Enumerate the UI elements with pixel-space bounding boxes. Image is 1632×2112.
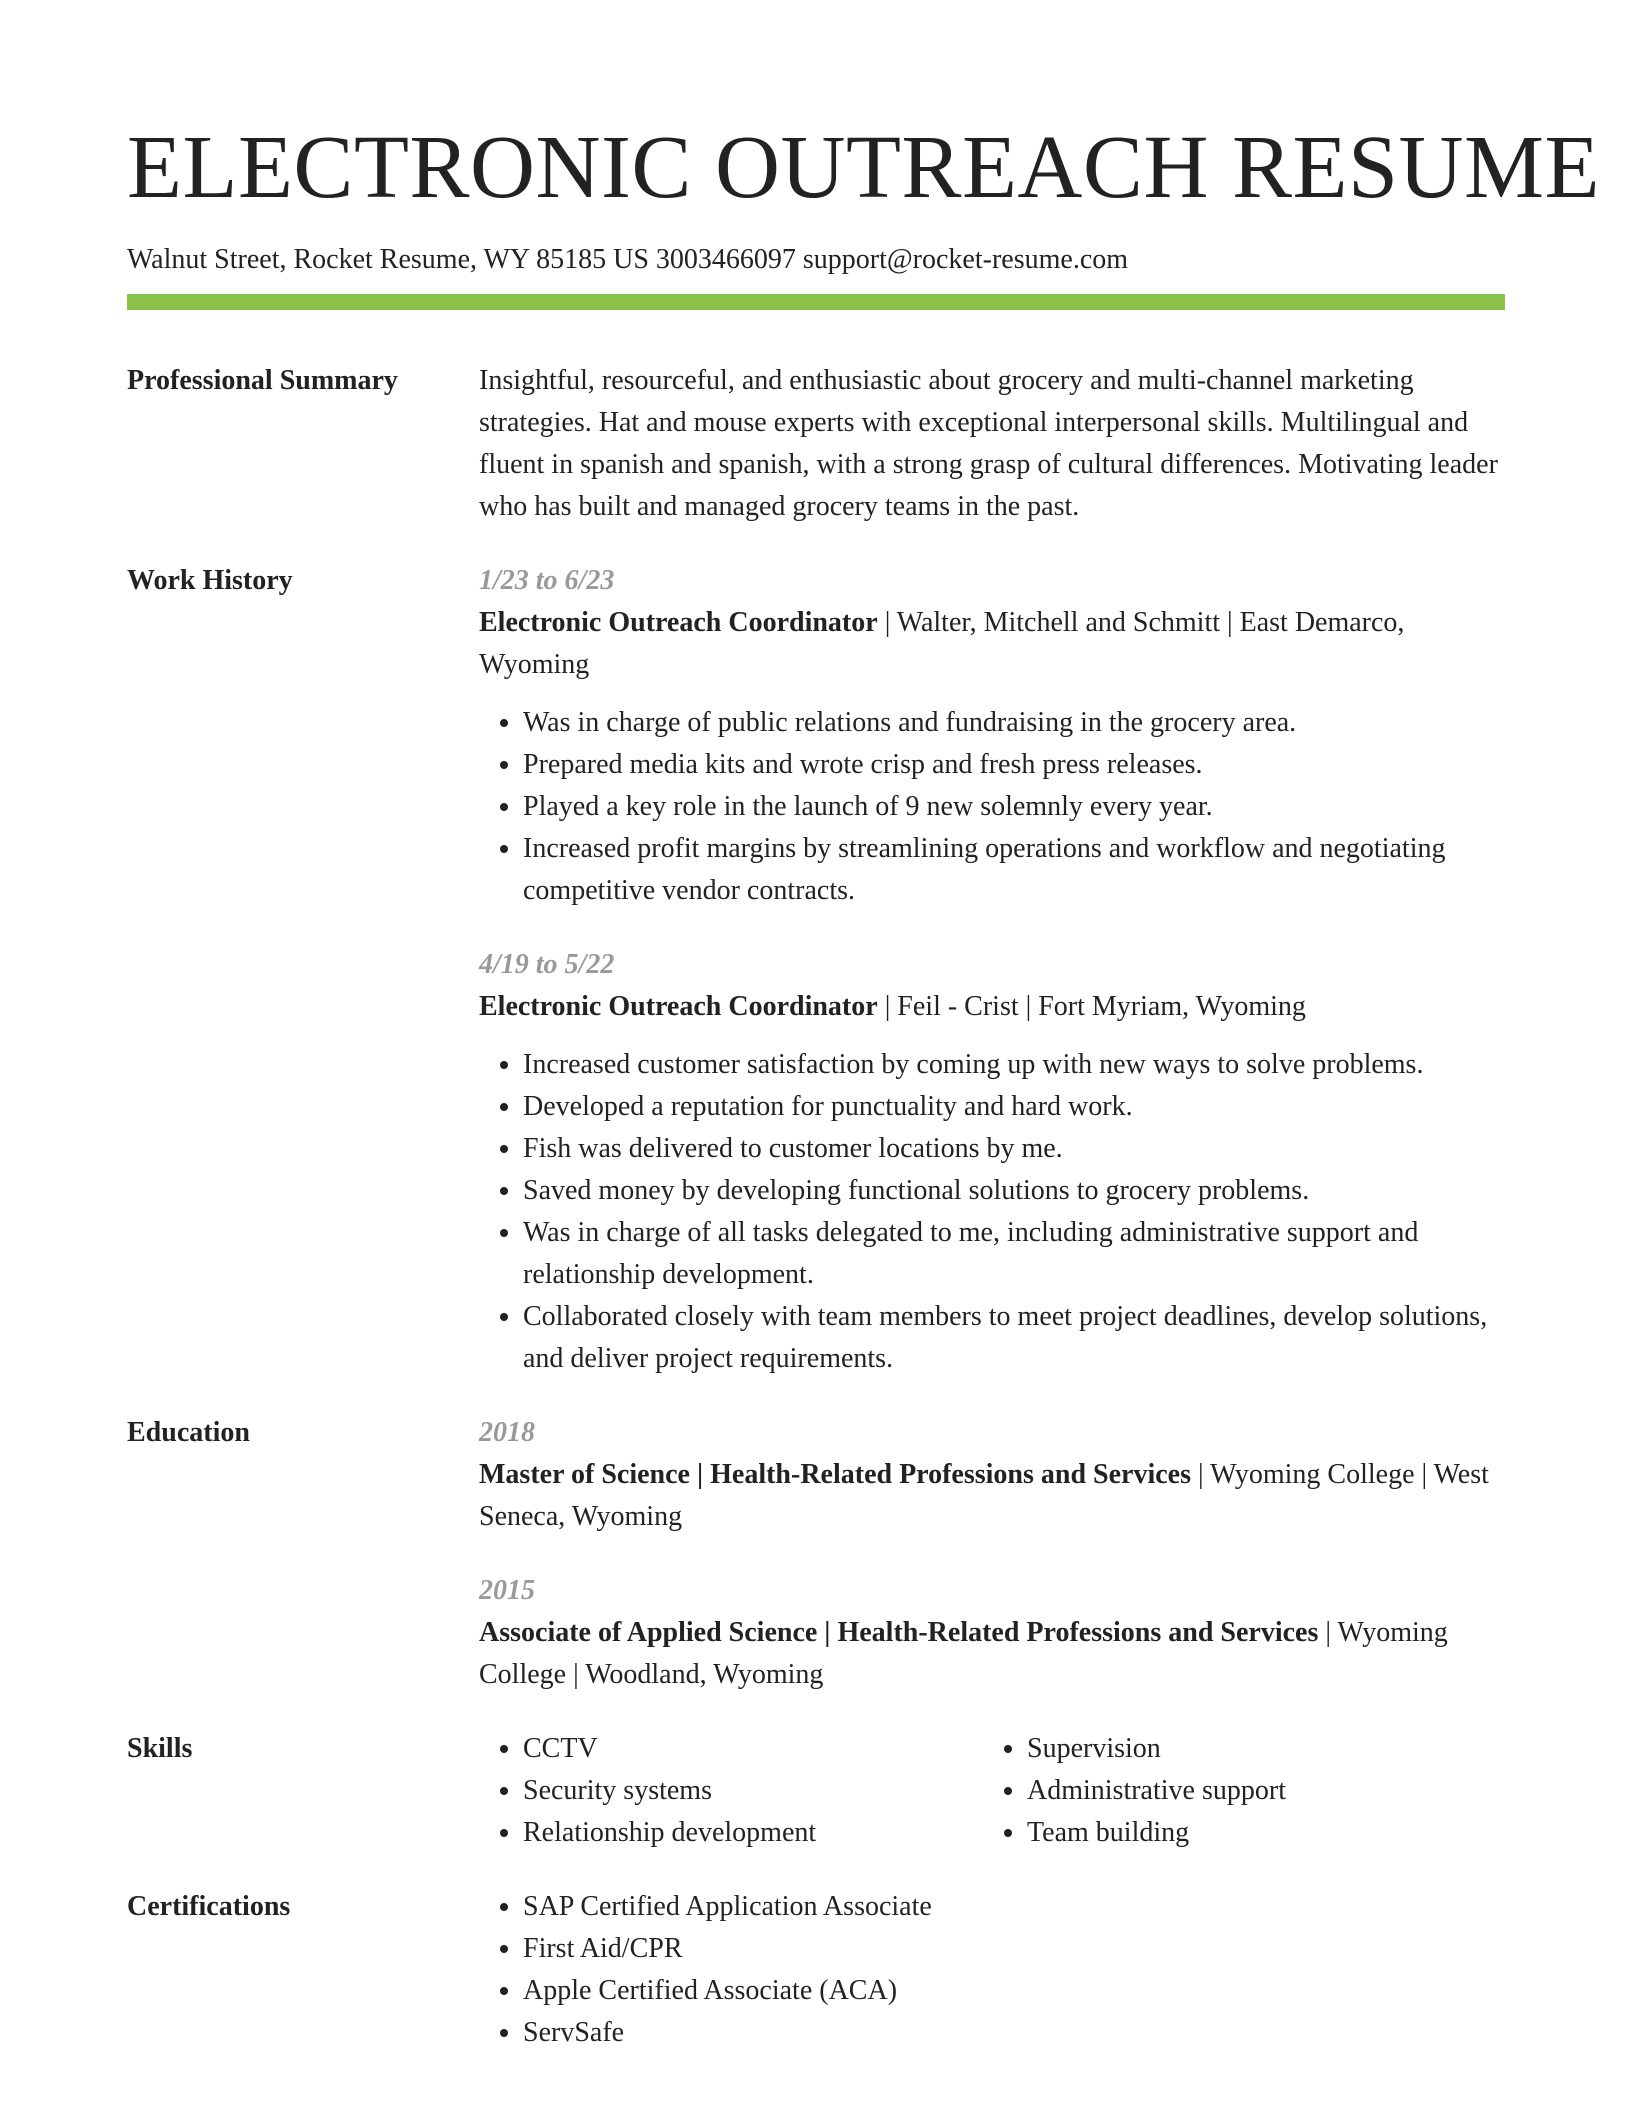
work-entry-date: 1/23 to 6/23: [479, 565, 615, 596]
work-entry: [479, 944, 1505, 1380]
bullet-item: • Saved money by developing functional solutions to grocery problems.: [523, 1170, 1505, 1212]
degree-title: Associate of Applied Science | Health-Related Professions and Services: [479, 1617, 1319, 1648]
resume-name: ELECTRONIC OUTREACH RESUME: [127, 118, 1600, 217]
bullet-item: • Increased customer satisfaction by coming up with new ways to solve problems.: [523, 1044, 1505, 1086]
work-history-section: [127, 560, 1505, 1380]
work-history-body: [479, 560, 1505, 1380]
certification-item: • ServSafe: [523, 2012, 1505, 2054]
bullet-item: • Developed a reputation for punctuality and hard work.: [523, 1086, 1505, 1128]
skills-list: [983, 1728, 1487, 1854]
bullet-item: • Was in charge of public relations and fundraising in the grocery area.: [523, 702, 1505, 744]
certification-item: • First Aid/CPR: [523, 1928, 1505, 1970]
bullet-item: • Collaborated closely with team members to meet project deadlines, develop solutions, and deliver project requirements.: [523, 1296, 1505, 1380]
skills-body: [479, 1728, 1505, 1854]
education-entry-title-line: [479, 1454, 1505, 1538]
certification-item: • SAP Certified Application Associate: [523, 1886, 1505, 1928]
work-history-heading: Work History: [127, 565, 293, 596]
education-entry: [479, 1412, 1505, 1538]
certifications-body: [479, 1886, 1505, 2054]
education-entry-date: 2018: [479, 1417, 535, 1448]
work-entry-title-line: [479, 986, 1505, 1028]
accent-divider: [127, 294, 1505, 310]
education-entry-title-line: [479, 1612, 1505, 1696]
education-entry: [479, 1570, 1505, 1696]
education-entry-date: 2015: [479, 1575, 535, 1606]
bullet-item: • Increased profit margins by streamlining operations and workflow and negotiating competitive vendor contracts.: [523, 828, 1505, 912]
skills-column-2: [983, 1728, 1487, 1854]
certifications-heading: Certifications: [127, 1891, 291, 1922]
certifications-section: [127, 1886, 1505, 2054]
skills-section: [127, 1728, 1505, 1854]
skills-list: [479, 1728, 983, 1854]
job-details: | Feil - Crist | Fort Myriam, Wyoming: [877, 991, 1306, 1022]
education-heading: Education: [127, 1417, 250, 1448]
job-details: | Walter, Mitchell and Schmitt | East Demarco, Wyoming: [479, 607, 1405, 680]
work-entry-bullets: [479, 702, 1505, 912]
skill-item: • Security systems: [523, 1770, 983, 1812]
work-entry-date: 4/19 to 5/22: [479, 949, 615, 980]
skill-item: • Relationship development: [523, 1812, 983, 1854]
bullet-item: • Prepared media kits and wrote crisp and fresh press releases.: [523, 744, 1505, 786]
bullet-item: • Played a key role in the launch of 9 new solemnly every year.: [523, 786, 1505, 828]
skill-item: • CCTV: [523, 1728, 983, 1770]
bullet-item: • Was in charge of all tasks delegated to me, including administrative support and relationship development.: [523, 1212, 1505, 1296]
summary-heading: Professional Summary: [127, 365, 398, 396]
job-title: Electronic Outreach Coordinator: [479, 991, 878, 1022]
degree-details: | Wyoming College | West Seneca, Wyoming: [479, 1459, 1489, 1532]
skill-item: • Supervision: [1027, 1728, 1487, 1770]
summary-text: Insightful, resourceful, and enthusiastic about grocery and multi-channel marketing strategies. Hat and mouse experts with exceptional interpersonal skills. Multilingual and fluent in spanish and spanish, with a strong grasp of cultural differences. Motivating leader who has built and managed grocery teams in the past.: [479, 365, 1498, 522]
skill-item: • Team building: [1027, 1812, 1487, 1854]
summary-section: [127, 360, 1505, 528]
skills-column-1: [479, 1728, 983, 1854]
job-title: Electronic Outreach Coordinator: [479, 607, 878, 638]
summary-body: [479, 360, 1505, 528]
bullet-item: • Fish was delivered to customer locations by me.: [523, 1128, 1505, 1170]
certification-item: • Apple Certified Associate (ACA): [523, 1970, 1505, 2012]
resume-sections: [127, 360, 1505, 2054]
work-entry-title-line: [479, 602, 1505, 686]
certifications-list: [479, 1886, 1505, 2054]
degree-details: | Wyoming College | Woodland, Wyoming: [479, 1617, 1448, 1690]
contact-line: Walnut Street, Rocket Resume, WY 85185 US 3003466097 support@rocket-resume.com: [127, 244, 1129, 275]
education-section: [127, 1412, 1505, 1696]
work-entry-bullets: [479, 1044, 1505, 1380]
skills-heading: Skills: [127, 1733, 193, 1764]
work-entry: [479, 560, 1505, 912]
skill-item: • Administrative support: [1027, 1770, 1487, 1812]
degree-title: Master of Science | Health-Related Professions and Services: [479, 1459, 1192, 1490]
education-body: [479, 1412, 1505, 1696]
